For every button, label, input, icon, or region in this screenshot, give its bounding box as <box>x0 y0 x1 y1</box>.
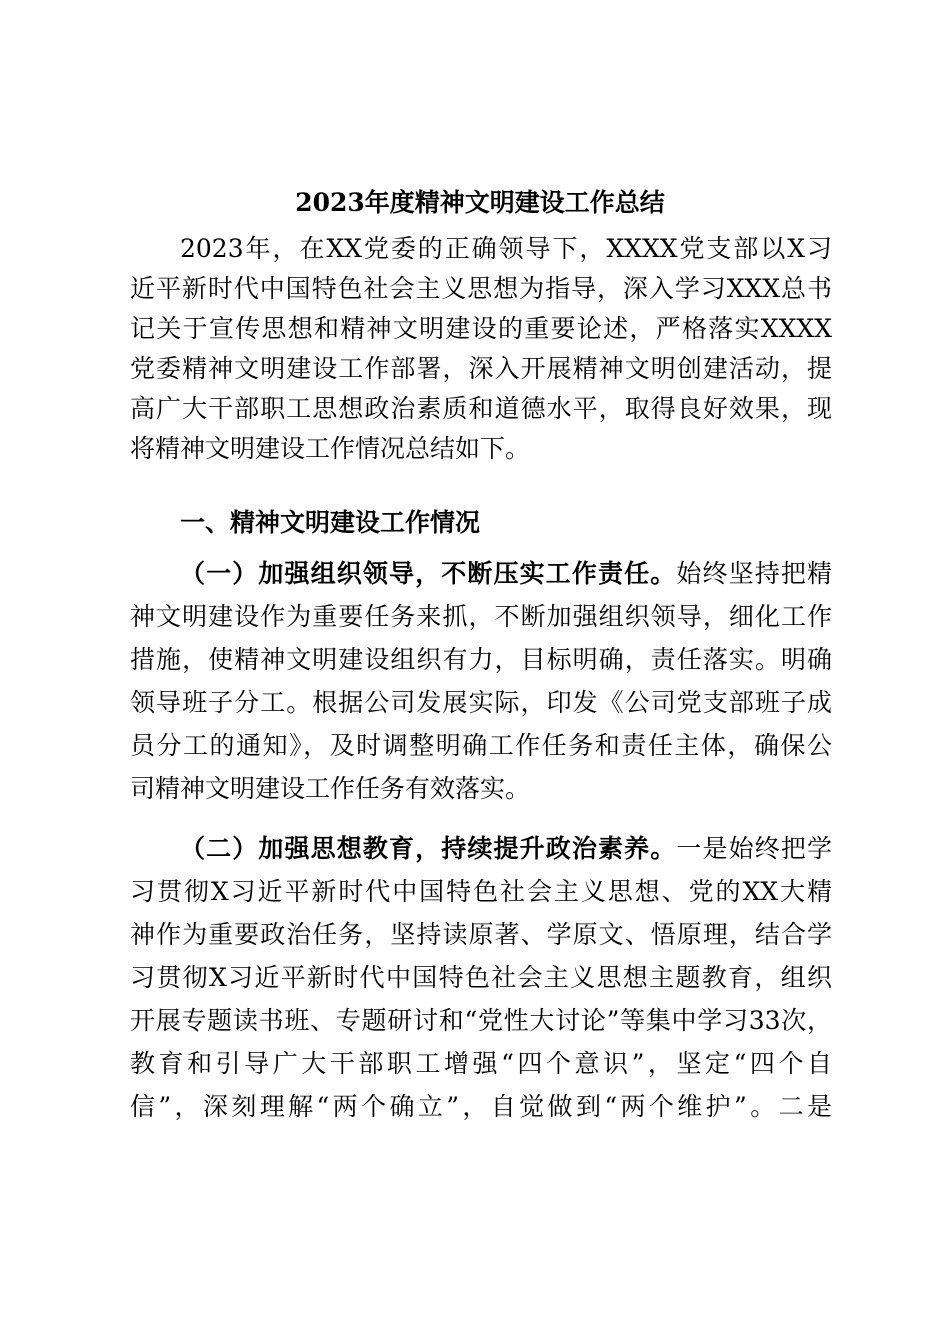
para1-subheading: （一）加强组织领导，不断压实工作责任。 <box>180 559 677 588</box>
intro-line-4: 党委精神文明建设工作部署，深入开展精神文明创建活动，提 <box>130 354 832 383</box>
intro-line-6: 将精神文明建设工作情况总结如下。 <box>130 434 531 463</box>
para2-line-1 <box>180 829 832 869</box>
para1-line1-rest: 始终坚持把精 <box>676 559 832 588</box>
para2-subheading: （二）加强思想教育，持续提升政治素养。 <box>180 834 677 863</box>
para2-line-3: 神作为重要政治任务，坚持读原著、学原文、悟原理，结合学 <box>130 920 832 949</box>
para2-line-5: 开展专题读书班、专题研讨和“党性大讨论”等集中学习33次， <box>130 1006 832 1035</box>
para2-line-4: 习贯彻X习近平新时代中国特色社会主义思想主题教育，组织 <box>130 963 832 992</box>
intro-line-5: 高广大干部职工思想政治素质和道德水平，取得良好效果，现 <box>130 394 832 423</box>
section-heading-1: 一、精神文明建设工作情况 <box>180 508 481 537</box>
para2-line-2: 习贯彻X习近平新时代中国特色社会主义思想、党的XX大精 <box>130 877 832 906</box>
para2-line1-rest: 一是始终把学 <box>676 834 832 863</box>
para2-line-7: 信”，深刻理解“两个确立”，自觉做到“两个维护”。二是 <box>130 1092 832 1121</box>
para1-line-6: 司精神文明建设工作任务有效落实。 <box>130 774 531 803</box>
intro-line-3: 记关于宣传思想和精神文明建设的重要论述，严格落实XXXX <box>130 314 832 343</box>
para1-line-1 <box>180 554 832 594</box>
intro-line-1: 2023年，在XX党委的正确领导下，XXXX党支部以X习 <box>180 234 832 263</box>
document-title: 2023年度精神文明建设工作总结 <box>295 188 665 217</box>
intro-line-2: 近平新时代中国特色社会主义思想为指导，深入学习XXX总书 <box>130 274 832 303</box>
para2-line-6: 教育和引导广大干部职工增强“四个意识”，坚定“四个自 <box>130 1049 832 1078</box>
para1-line-2: 神文明建设作为重要任务来抓，不断加强组织领导，细化工作 <box>130 602 832 631</box>
para1-line-3: 措施，使精神文明建设组织有力，目标明确，责任落实。明确 <box>130 645 832 674</box>
para1-line-5: 员分工的通知》，及时调整明确工作任务和责任主体，确保公 <box>130 731 832 760</box>
para1-line-4: 领导班子分工。根据公司发展实际，印发《公司党支部班子成 <box>130 688 832 717</box>
